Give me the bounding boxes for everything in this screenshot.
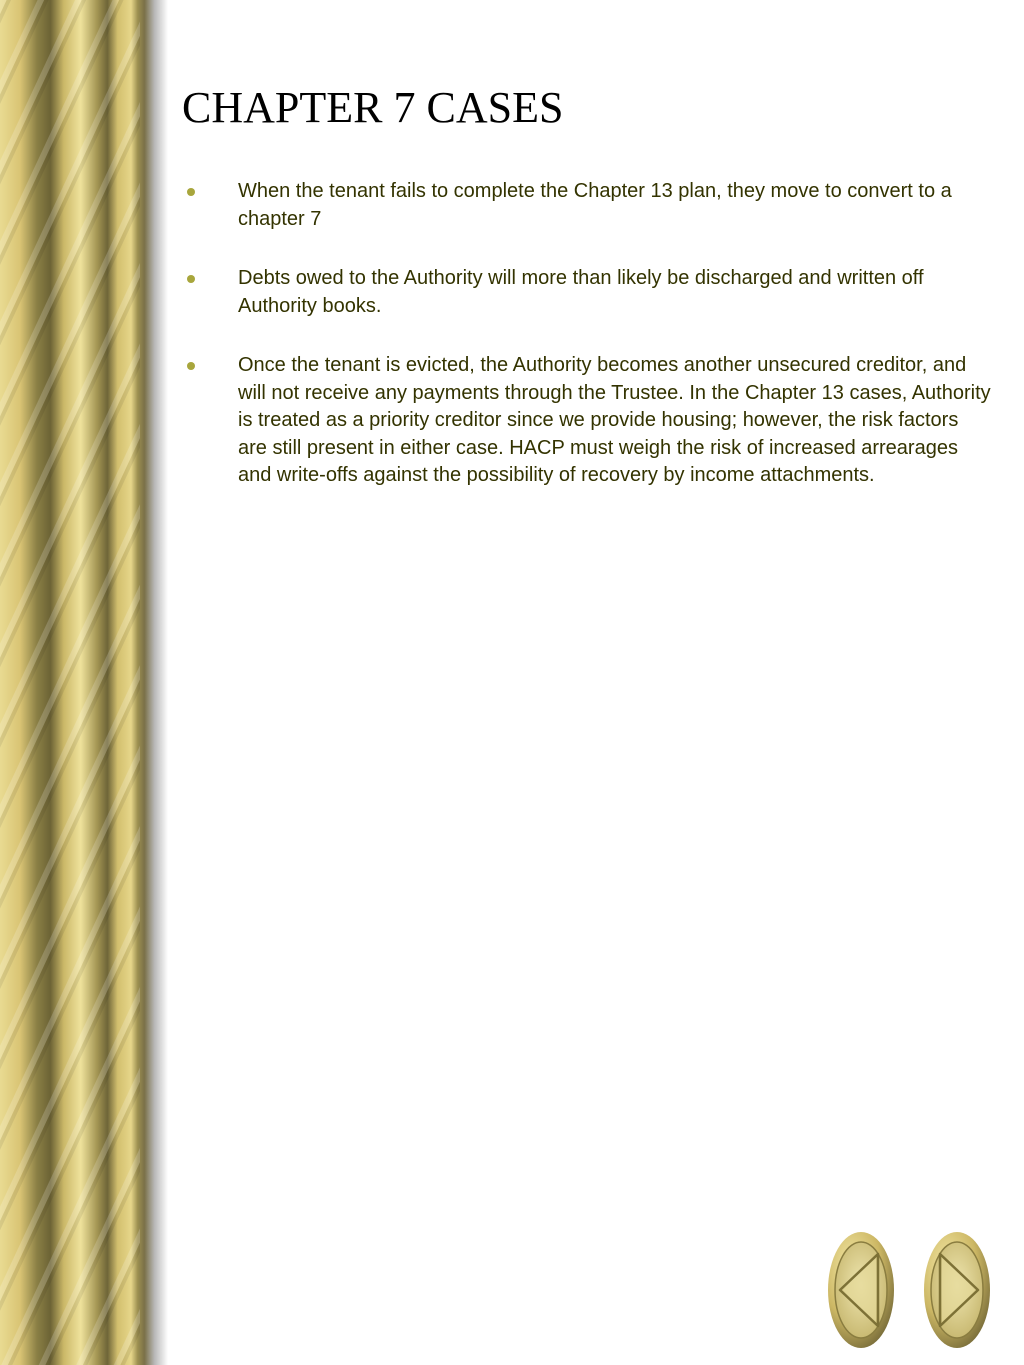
bullet-text: Debts owed to the Authority will more than likely be discharged and written off Authority books.	[238, 267, 924, 317]
previous-slide-button[interactable]	[826, 1230, 896, 1350]
next-slide-button[interactable]	[922, 1230, 992, 1350]
bullet-text: Once the tenant is evicted, the Authority becomes another unsecured creditor, and will not receive any payments through the Trustee. In the Chapter 13 cases, Authority is treated as a priority creditor since we provide housing; however, the risk factors are still present in either case. HACP must weigh the risk of increased arrearages and write-offs against the possibility of recovery by income attachments.	[238, 354, 991, 486]
right-triangle-icon	[922, 1230, 992, 1350]
bullet-icon	[187, 362, 195, 370]
decorative-gold-column	[0, 0, 168, 1365]
bullet-icon	[187, 188, 195, 196]
bullet-item	[182, 178, 992, 233]
bullet-text: When the tenant fails to complete the Chapter 13 plan, they move to convert to a chapter 7	[238, 180, 952, 230]
bullet-item	[182, 265, 992, 320]
bullet-icon	[187, 275, 195, 283]
bullet-list	[182, 178, 992, 522]
left-triangle-icon	[826, 1230, 896, 1350]
slide-title: CHAPTER 7 CASES	[182, 83, 564, 132]
bullet-item	[182, 352, 992, 490]
